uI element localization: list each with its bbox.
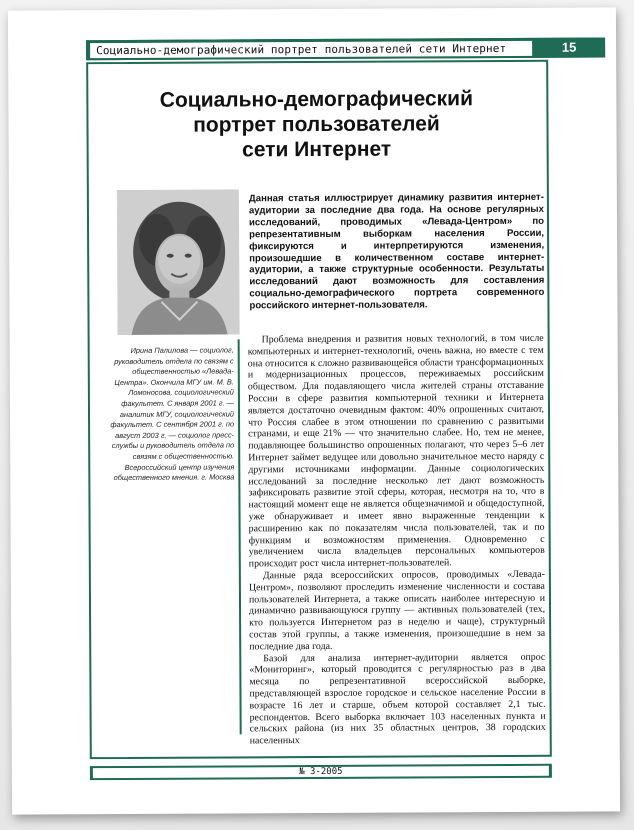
- body-paragraph: Проблема внедрения и развития новых технологий, в том числе компьютерных и интернет-технологий, очень важна, но вместе с тем она относится к сложно развивающейся области трансформационных и модернизационных процессов, переживаемых российским обществом. Для подавляющего числа жителей страны отставание России в сфере развития компьютерной техники и Интернета является достаточно очевидным фактом: 40% опрошенных считают, что Россия слабее в этом отношении по сравнению с развитыми странами, и еще 21% — что значительно слабее. Но, тем не менее, подавляющее большинство опрошенных полагают, что через 5–6 лет Интернет займет ведущее или довольно значительное место наряду с другими источниками информации. Данные социологических исследований за последние несколько лет дают возможность зафиксировать развитие этой сферы, которая, несмотря на то, что в настоящий момент еще не является общезначимой и общедоступной, уже обнаруживает и имеет явно выраженные тенденции к расширению как по показателям числа пользователей, так и по функциям и возможностям применения. Одновременно с увеличением числа владельцев персональных компьютеров происходит рост числа интернет-пользователей.: [247, 332, 545, 570]
- body-paragraph: Данные ряда всероссийских опросов, проводимых «Левада-Центром», позволяют проследить изменение численности и состава пользователей Интернета, а также описать наиболее интересную и динамично развивающуюся группу — активных пользователей (тех, кто пользуется Интернетом раз в неделю и чаще), структурный состав этой группы, а также изменения, произошедшие в нем за последние два года.: [248, 568, 546, 653]
- title-line: Социально-демографический: [159, 87, 474, 112]
- magazine-page: [8, 7, 620, 814]
- page-number: 15: [561, 39, 577, 55]
- body-paragraph: Базой для анализа интернет-аудитории является опрос «Мониторинг», который проводится с регулярностью раз в два месяца по репрезентативной всероссийской выборке, представляющей взрослое городское и сельское население России в возрасте 16 лет и старше, объем которой составляет 2,1 тыс. респондентов. Всего выборка включает 103 населенных пункта и сельских района (из них 35 областных центров, 38 городских населенных: [249, 651, 546, 747]
- running-footer: [90, 764, 552, 780]
- author-photo: [117, 189, 240, 335]
- article-abstract: Данная статья иллюстрирует динамику развития интернет-аудитории за последние два года. На основе регулярных исследований, проводимых «Левада-Центром» по репрезентативным выборкам населения России, фиксируются и интерпретируются изменения, произошедшие в количественном составе интернет-аудитории, а также структурные особенности. Результаты исследований дают возможность для составления социально-демографического портрета современного российского интернет-пользователя.: [248, 191, 545, 312]
- author-portrait-image: [117, 189, 240, 335]
- author-caption: Ирина Палилова — социолог, руководитель отдела по связям с общественностью «Левада-Центра». Окончила МГУ им. М. В. Ломоносова, социологический факультет. С января 2001 г. — аналитик МГУ, социологический факультет. С сентября 2001 г. по август 2003 г. — социолог пресс-службы и руководитель отдела по связям с общественностью. Всероссийский центр изучения общественного мнения. г. Москва: [110, 345, 235, 483]
- page-frame: [86, 37, 609, 780]
- running-title: Социально-демографический портрет пользователей сети Интернет: [90, 41, 532, 58]
- article-title: [96, 86, 536, 163]
- article-body: [248, 333, 546, 753]
- title-line: сети Интернет: [242, 137, 392, 162]
- issue-number: № 3-2005: [93, 766, 549, 778]
- running-header: [86, 37, 605, 60]
- title-line: портрет пользователей: [193, 112, 440, 137]
